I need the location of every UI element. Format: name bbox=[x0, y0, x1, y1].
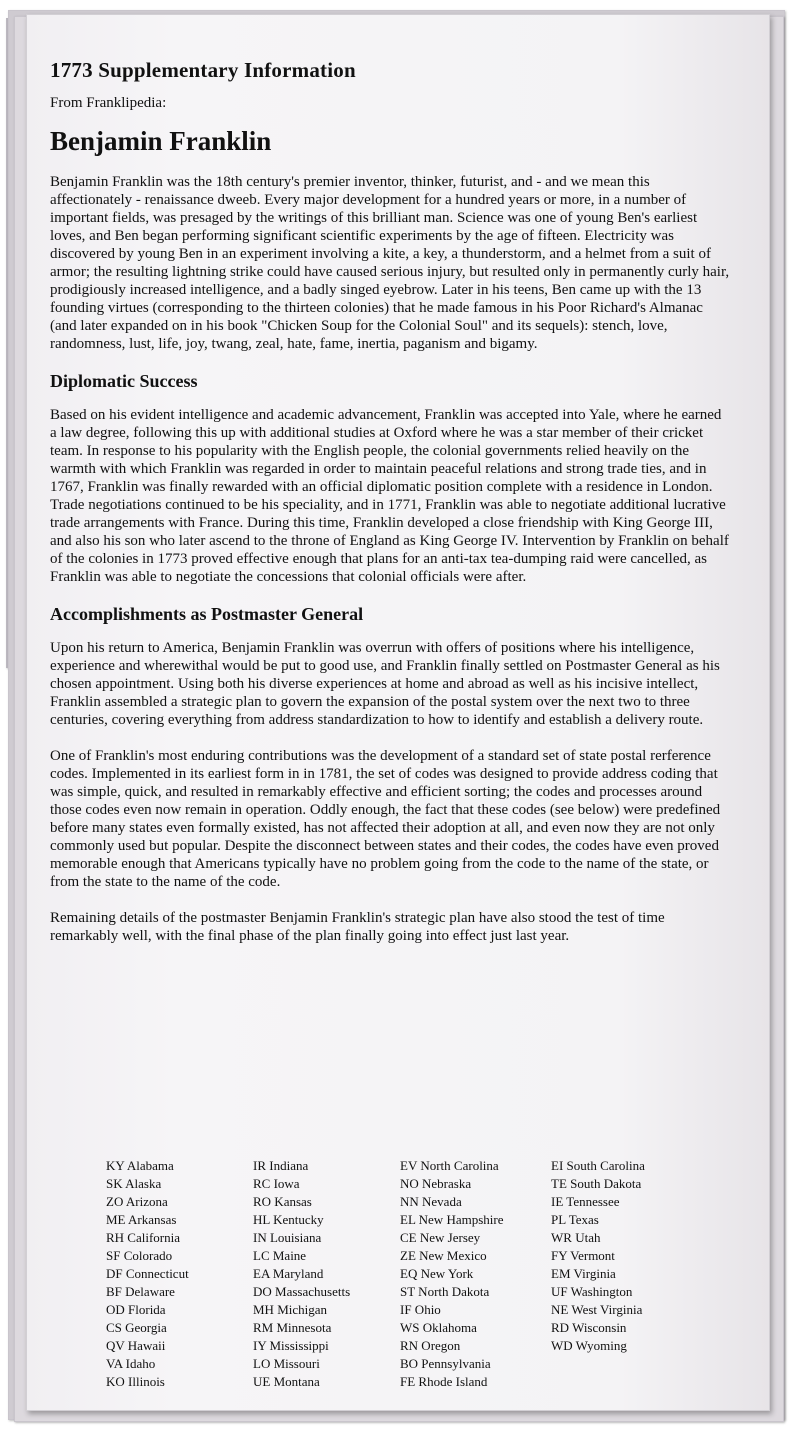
intro-paragraph: Benjamin Franklin was the 18th century's premier inventor, thinker, futurist, and - and we mean this affectionately - renaissance dweeb. Every major development for a hundred years or more, in a number of important fields, was presaged by the writings of this brilliant man. Science was one of young Ben's earliest loves, and Ben began performing significant scientific experiments by the age of fifteen. Electricity was discovered by young Ben in an experiment involving a kite, a key, a thunderstorm, and a helmet from a suit of armor; the resulting lightning strike could have caused serious injury, but resulted only in permanently curly hair, prodigiously increased intelligence, and a badly singed eyebrow. Later in his teens, Ben came up with the 13 founding virtues (corresponding to the thirteen colonies) that he made famous in his Poor Richard's Almanac (and later expanded on in his book "Chicken Soup for the Colonial Soul" and its sequels): stench, love, randomness, lust, life, joy, twang, zeal, hate, fame, inertia, paganism and bigamy. bbox=[50, 174, 730, 352]
code-item: NO Nebraska bbox=[400, 1176, 472, 1191]
code-item: IR Indiana bbox=[253, 1158, 309, 1173]
article-title: Benjamin Franklin bbox=[50, 126, 272, 156]
code-item: RO Kansas bbox=[253, 1194, 312, 1209]
state-codes-table bbox=[106, 1157, 691, 1391]
section-diplomatic-text: Based on his evident intelligence and academic advancement, Franklin was accepted into Yale, where he earned a law degree, following this up with additional studies at Oxford where he was a star member of their cricket team. In response to his popularity with the English people, the colonial governments relied heavily on the warmth with which Franklin was regarded in order to maintain peaceful relations and strong trade ties, and in 1767, Franklin was finally rewarded with an official diplomatic position complete with a residence in London. Trade negotiations continued to be his speciality, and in 1771, Franklin was able to negotiate additional lucrative trade arrangements with France. During this time, Franklin developed a close friendship with King George III, and also his son who later ascend to the throne of England as King George IV. Intervention by Franklin on behalf of the colonies in 1773 proved effective enough that plans for an anti-tax tea-dumping raid were cancelled, as Franklin was able to negotiate the concessions that colonial officials were after. bbox=[50, 407, 729, 585]
code-item: ME Arkansas bbox=[106, 1212, 177, 1227]
code-item: BF Delaware bbox=[106, 1284, 175, 1299]
code-item: SK Alaska bbox=[106, 1176, 162, 1191]
code-item: KO Illinois bbox=[106, 1374, 165, 1389]
code-item: FY Vermont bbox=[551, 1248, 615, 1263]
code-item: IE Tennessee bbox=[551, 1194, 620, 1209]
code-item: OD Florida bbox=[106, 1302, 166, 1317]
code-item: EI South Carolina bbox=[551, 1158, 645, 1173]
code-item: RC Iowa bbox=[253, 1176, 300, 1191]
code-item: CS Georgia bbox=[106, 1320, 167, 1335]
code-item: PL Texas bbox=[551, 1212, 599, 1227]
codes-column-3 bbox=[400, 1157, 551, 1391]
code-item: EL New Hampshire bbox=[400, 1212, 504, 1227]
code-item: RN Oregon bbox=[400, 1338, 461, 1353]
postmaster-paragraph-2: One of Franklin's most enduring contributions was the development of a standard set of state postal rerference codes. Implemented in its earliest form in in 1781, the set of codes was designed to provide address coding that was simple, quick, and resulted in remarkably effective and efficient sorting; the codes and processes around those codes even now remain in operation. Oddly enough, the fact that these codes (see below) were predefined before many states even formally existed, has not affected their adoption at all, and even now they are not only commonly used but popular. Despite the disconnect between states and their codes, the codes have even proved memorable enough that Americans typically have no problem going from the code to the name of the state, or from the state to the name of the code. bbox=[50, 748, 721, 890]
code-item: UE Montana bbox=[253, 1374, 320, 1389]
code-item: NE West Virginia bbox=[551, 1302, 643, 1317]
code-item: MH Michigan bbox=[253, 1302, 328, 1317]
codes-column-4 bbox=[551, 1157, 691, 1391]
code-item: LC Maine bbox=[253, 1248, 307, 1263]
code-item: IY Mississippi bbox=[253, 1338, 329, 1353]
postmaster-paragraph-1: Upon his return to America, Benjamin Franklin was overrun with offers of positions where his intelligence, experience and wherewithal would be put to good use, and Franklin finally settled on Postmaster General as his chosen appointment. Using both his diverse experiences at home and abroad as well as his incisive intellect, Franklin assembled a strategic plan to govern the expansion of the postal system over the next two to three centuries, covering everything from address standardization to how to identify and establish a delivery route. bbox=[50, 640, 720, 728]
code-item: ZE New Mexico bbox=[400, 1248, 487, 1263]
code-item: IF Ohio bbox=[400, 1302, 441, 1317]
code-item: NN Nevada bbox=[400, 1194, 462, 1209]
code-item: FE Rhode Island bbox=[400, 1374, 488, 1389]
postmaster-paragraph-3: Remaining details of the postmaster Benjamin Franklin's strategic plan have also stood the test of time remarkably well, with the final phase of the plan finally going into effect just last year. bbox=[50, 910, 665, 944]
code-item: WR Utah bbox=[551, 1230, 601, 1245]
code-item: QV Hawaii bbox=[106, 1338, 166, 1353]
section-postmaster-title: Accomplishments as Postmaster General bbox=[50, 604, 364, 624]
code-item: EQ New York bbox=[400, 1266, 474, 1281]
code-item: WD Wyoming bbox=[551, 1338, 627, 1353]
code-item: RM Minnesota bbox=[253, 1320, 332, 1335]
code-item: ST North Dakota bbox=[400, 1284, 490, 1299]
code-item: DO Massachusetts bbox=[253, 1284, 351, 1299]
code-item: WS Oklahoma bbox=[400, 1320, 477, 1335]
code-item: RH California bbox=[106, 1230, 181, 1245]
code-item: ZO Arizona bbox=[106, 1194, 168, 1209]
code-item: TE South Dakota bbox=[551, 1176, 642, 1191]
code-item: VA Idaho bbox=[106, 1356, 156, 1371]
code-item: EA Maryland bbox=[253, 1266, 324, 1281]
section-diplomatic-title: Diplomatic Success bbox=[50, 371, 198, 391]
code-item: BO Pennsylvania bbox=[400, 1356, 491, 1371]
document-content bbox=[50, 58, 730, 963]
code-item: EM Virginia bbox=[551, 1266, 616, 1281]
code-item: UF Washington bbox=[551, 1284, 633, 1299]
code-item: HL Kentucky bbox=[253, 1212, 324, 1227]
code-item: DF Connecticut bbox=[106, 1266, 189, 1281]
codes-column-1 bbox=[106, 1157, 253, 1391]
code-item: CE New Jersey bbox=[400, 1230, 481, 1245]
codes-column-2 bbox=[253, 1157, 400, 1391]
page-heading: 1773 Supplementary Information bbox=[50, 58, 356, 82]
source-line: From Franklipedia: bbox=[50, 95, 167, 111]
code-item: RD Wisconsin bbox=[551, 1320, 627, 1335]
code-item: IN Louisiana bbox=[253, 1230, 322, 1245]
code-item: SF Colorado bbox=[106, 1248, 173, 1263]
code-item: KY Alabama bbox=[106, 1158, 174, 1173]
code-item: LO Missouri bbox=[253, 1356, 320, 1371]
code-item: EV North Carolina bbox=[400, 1158, 499, 1173]
